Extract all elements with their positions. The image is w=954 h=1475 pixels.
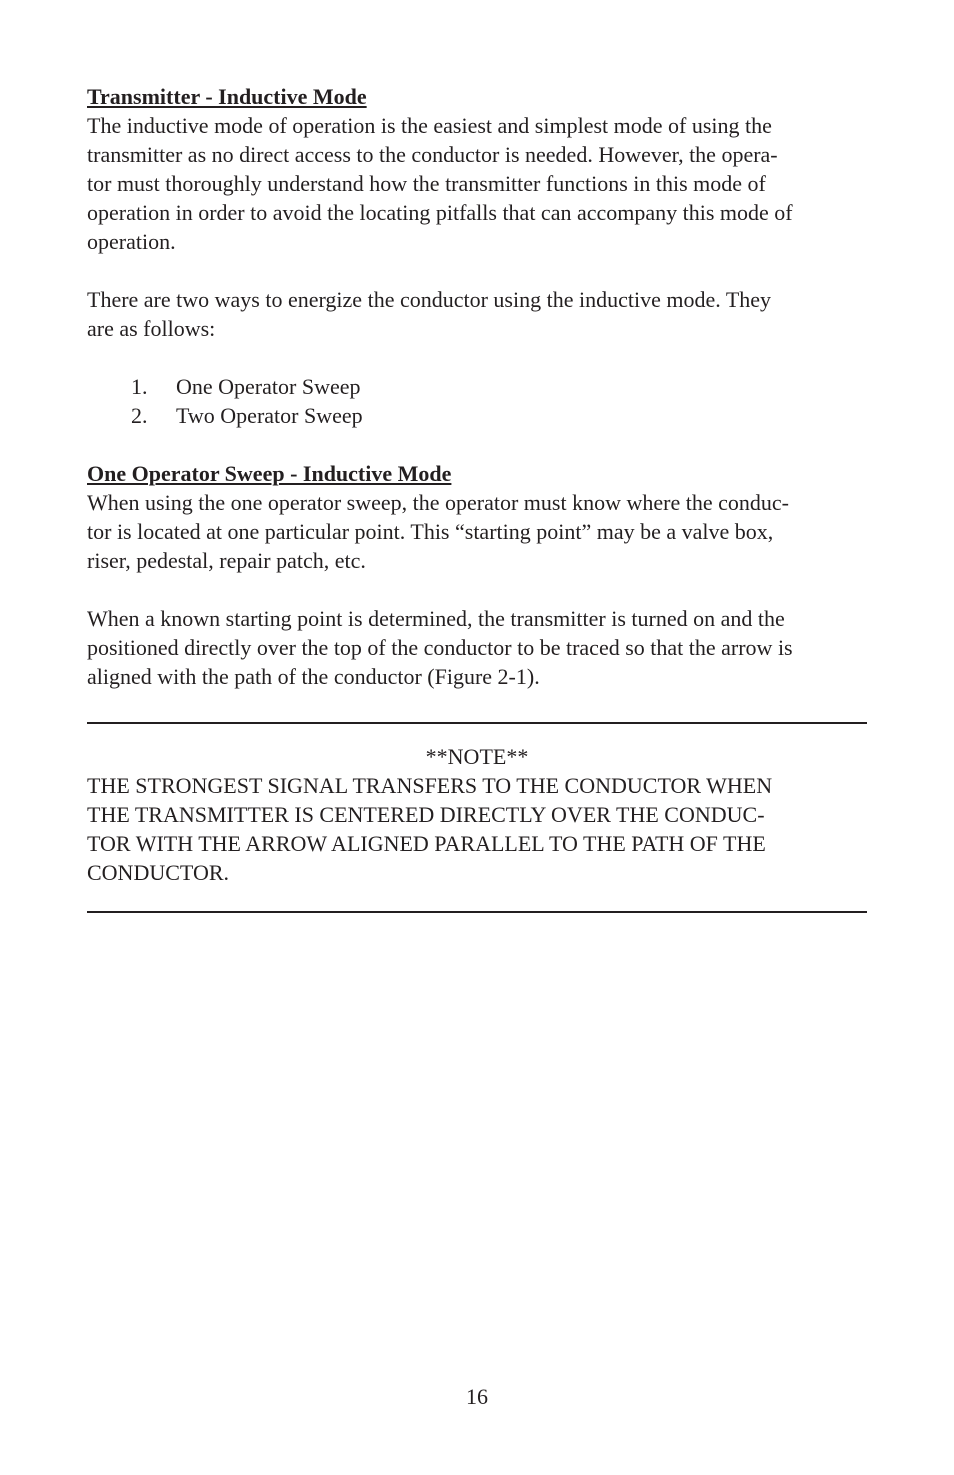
text-line: tor is located at one particular point. This “starting point” may be a valve box, <box>87 519 774 544</box>
text-line: THE TRANSMITTER IS CENTERED DIRECTLY OVER THE CONDUC- <box>87 802 765 827</box>
text-line: tor must thoroughly understand how the transmitter functions in this mode of <box>87 171 766 196</box>
page-number: 16 <box>466 1384 488 1409</box>
list-item <box>87 401 867 430</box>
paragraph-starting-point <box>87 604 867 691</box>
note-box <box>87 722 867 913</box>
text-line: CONDUCTOR. <box>87 860 230 885</box>
paragraph-energize-ways <box>87 285 867 343</box>
list-item-number: 2. <box>131 403 148 428</box>
page-content <box>87 82 867 691</box>
spacer <box>87 430 867 459</box>
text-line: operation in order to avoid the locating pitfalls that can accompany this mode of <box>87 200 793 225</box>
paragraph-one-operator-sweep <box>87 488 867 575</box>
text-line: riser, pedestal, repair patch, etc. <box>87 548 366 573</box>
text-line: When a known starting point is determined, the transmitter is turned on and the <box>87 606 785 631</box>
list-item <box>87 372 867 401</box>
note-bottom-rule <box>87 911 867 913</box>
text-line: operation. <box>87 229 176 254</box>
section-heading-one-operator-sweep: One Operator Sweep - Inductive Mode <box>87 461 452 486</box>
note-body <box>87 771 867 911</box>
list-item-text: One Operator Sweep <box>176 374 361 399</box>
text-line: transmitter as no direct access to the conductor is needed. However, the opera- <box>87 142 778 167</box>
sweep-methods-list <box>87 372 867 430</box>
list-item-number: 1. <box>131 374 148 399</box>
text-line: TOR WITH THE ARROW ALIGNED PARALLEL TO THE PATH OF THE <box>87 831 766 856</box>
spacer <box>87 256 867 285</box>
spacer <box>87 575 867 604</box>
note-title: **NOTE** <box>425 744 529 769</box>
paragraph-inductive-intro <box>87 111 867 256</box>
text-line: There are two ways to energize the conductor using the inductive mode. They <box>87 287 772 312</box>
spacer <box>87 343 867 372</box>
list-item-text: Two Operator Sweep <box>176 403 363 428</box>
text-line: are as follows: <box>87 316 216 341</box>
text-line: aligned with the path of the conductor (Figure 2-1). <box>87 664 540 689</box>
text-line: THE STRONGEST SIGNAL TRANSFERS TO THE CONDUCTOR WHEN <box>87 773 773 798</box>
text-line: When using the one operator sweep, the operator must know where the conduc- <box>87 490 789 515</box>
text-line: positioned directly over the top of the conductor to be traced so that the arrow is <box>87 635 793 660</box>
section-heading-transmitter-inductive-mode: Transmitter - Inductive Mode <box>87 84 367 109</box>
text-line: The inductive mode of operation is the easiest and simplest mode of using the <box>87 113 772 138</box>
